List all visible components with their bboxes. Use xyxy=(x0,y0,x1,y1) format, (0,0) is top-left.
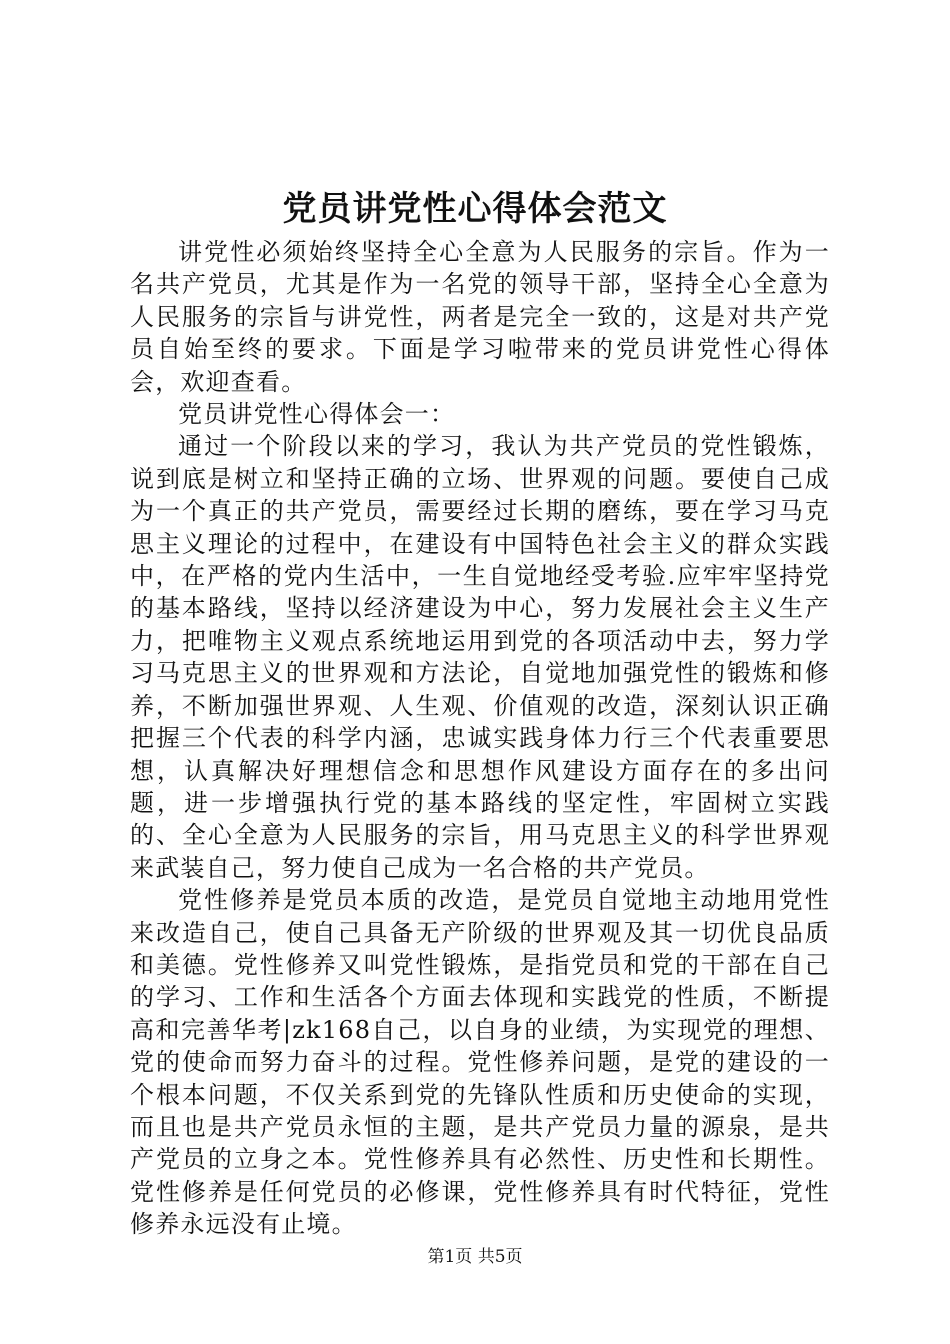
page-footer: 第1页 共5页 xyxy=(427,1247,523,1267)
document-body xyxy=(130,236,830,1241)
paragraph-intro: 讲党性必须始终坚持全心全意为人民服务的宗旨。作为一名共产党员，尤其是作为一名党的领导干部，坚持全心全意为人民服务的宗旨与讲党性，两者是完全一致的，这是对共产党员自始至终的要求。下面是学习啦带来的党员讲党性心得体会，欢迎查看。 xyxy=(130,238,830,396)
paragraph-section-heading: 党员讲党性心得体会一： xyxy=(178,400,456,429)
paragraph-study-reflection: 通过一个阶段以来的学习，我认为共产党员的党性锻炼，说到底是树立和坚持正确的立场、世界观的问题。要使自己成为一个真正的共产党员，需要经过长期的磨练，要在学习马克思主义理论的过程中，在建设有中国特色社会主义的群众实践中，在严格的党内生活中，一生自觉地经受考验.应牢牢坚持党的基本路线，坚持以经济建设为中心，努力发展社会主义生产力，把唯物主义观点系统地运用到党的各项活动中去，努力学习马克思主义的世界观和方法论，自觉地加强党性的锻炼和修养，不断加强世界观、人生观、价值观的改造，深刻认识正确把握三个代表的科学内涵，忠诚实践身体力行三个代表重要思想，认真解决好理想信念和思想作风建设方面存在的多出问题，进一步增强执行党的基本路线的坚定性，牢固树立实践的、全心全意为人民服务的宗旨，用马克思主义的科学世界观来武装自己，努力使自己成为一名合格的共产党员。 xyxy=(130,432,830,882)
document-title: 党员讲党性心得体会范文 xyxy=(282,189,668,229)
paragraph-party-cultivation: 党性修养是党员本质的改造，是党员自觉地主动地用党性来改造自己，使自己具备无产阶级的世界观及其一切优良品质和美德。党性修养又叫党性锻炼，是指党员和党的干部在自己的学习、工作和生活各个方面去体现和实践党的性质，不断提高和完善华考|zk168自己，以自身的业绩，为实现党的理想、党的使命而努力奋斗的过程。党性修养问题，是党的建设的一个根本问题，不仅关系到党的先锋队性质和历史使命的实现，而且也是共产党员永恒的主题，是共产党员力量的源泉，是共产党员的立身之本。党性修养具有必然性、历史性和长期性。党性修养是任何党员的必修课，党性修养具有时代特征，党性修养永远没有止境。 xyxy=(130,886,830,1239)
